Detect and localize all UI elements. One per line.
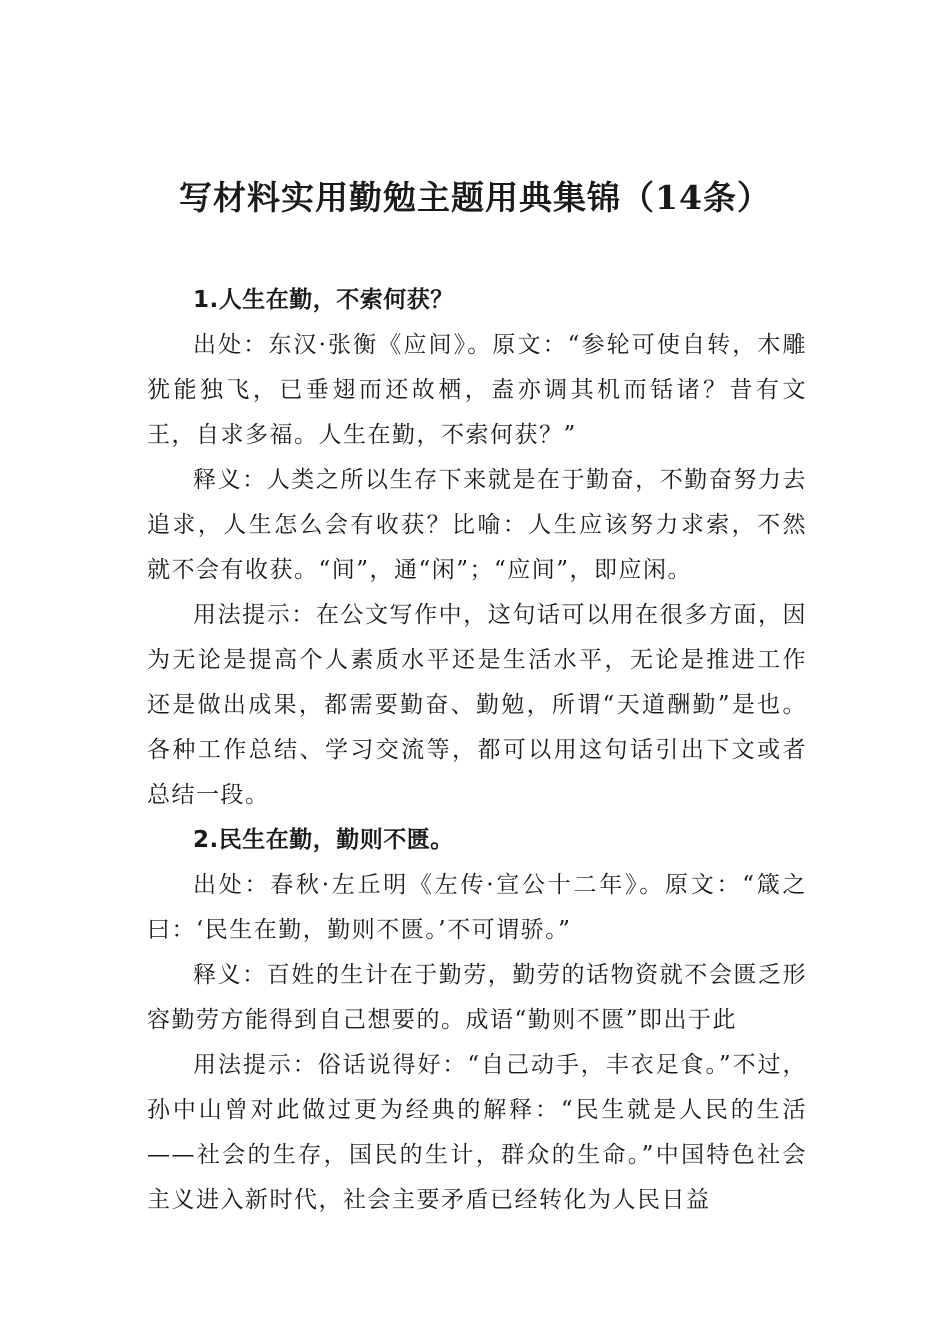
section-heading-2: 2.民生在勤，勤则不匮。 (193, 827, 454, 853)
section-2-usage: 用法提示：俗话说得好：“自己动手，丰衣足食。”不过，孙中山曾对此做过更为经典的解释：“民生就是人民的生活——社会的生存，国民的生计，群众的生命。”中国特色社会主义进入新时代，社会主要矛盾已经转化为人民日益 (147, 1052, 807, 1213)
section-2-source: 出处：春秋·左丘明《左传·宣公十二年》。原文：“箴之曰：‘民生在勤，勤则不匮。’不可谓骄。” (147, 872, 807, 943)
document-title: 写材料实用勤勉主题用典集锦（14条） (179, 178, 771, 217)
section-heading-1: 1.人生在勤，不索何获？ (193, 287, 454, 313)
section-1-meaning: 释义：人类之所以生存下来就是在于勤奋，不勤奋努力去追求，人生怎么会有收获？比喻：人生应该努力求索，不然就不会有收获。“间”，通“闲”；“应间”，即应闲。 (147, 467, 807, 583)
document-body (147, 278, 807, 1223)
section-2-meaning: 释义：百姓的生计在于勤劳，勤劳的话物资就不会匮乏形容勤劳方能得到自己想要的。成语“勤则不匮”即出于此 (147, 962, 807, 1033)
section-1-usage: 用法提示：在公文写作中，这句话可以用在很多方面，因为无论是提高个人素质水平还是生活水平，无论是推进工作还是做出成果，都需要勤奋、勤勉，所谓“天道酬勤”是也。各种工作总结、学习交流等，都可以用这句话引出下文或者总结一段。 (147, 602, 807, 808)
section-1-source: 出处：东汉·张衡《应间》。原文：“参轮可使自转，木雕犹能独飞，已垂翅而还故栖，盍亦调其机而铦诸？昔有文王，自求多福。人生在勤，不索何获？” (147, 332, 807, 448)
